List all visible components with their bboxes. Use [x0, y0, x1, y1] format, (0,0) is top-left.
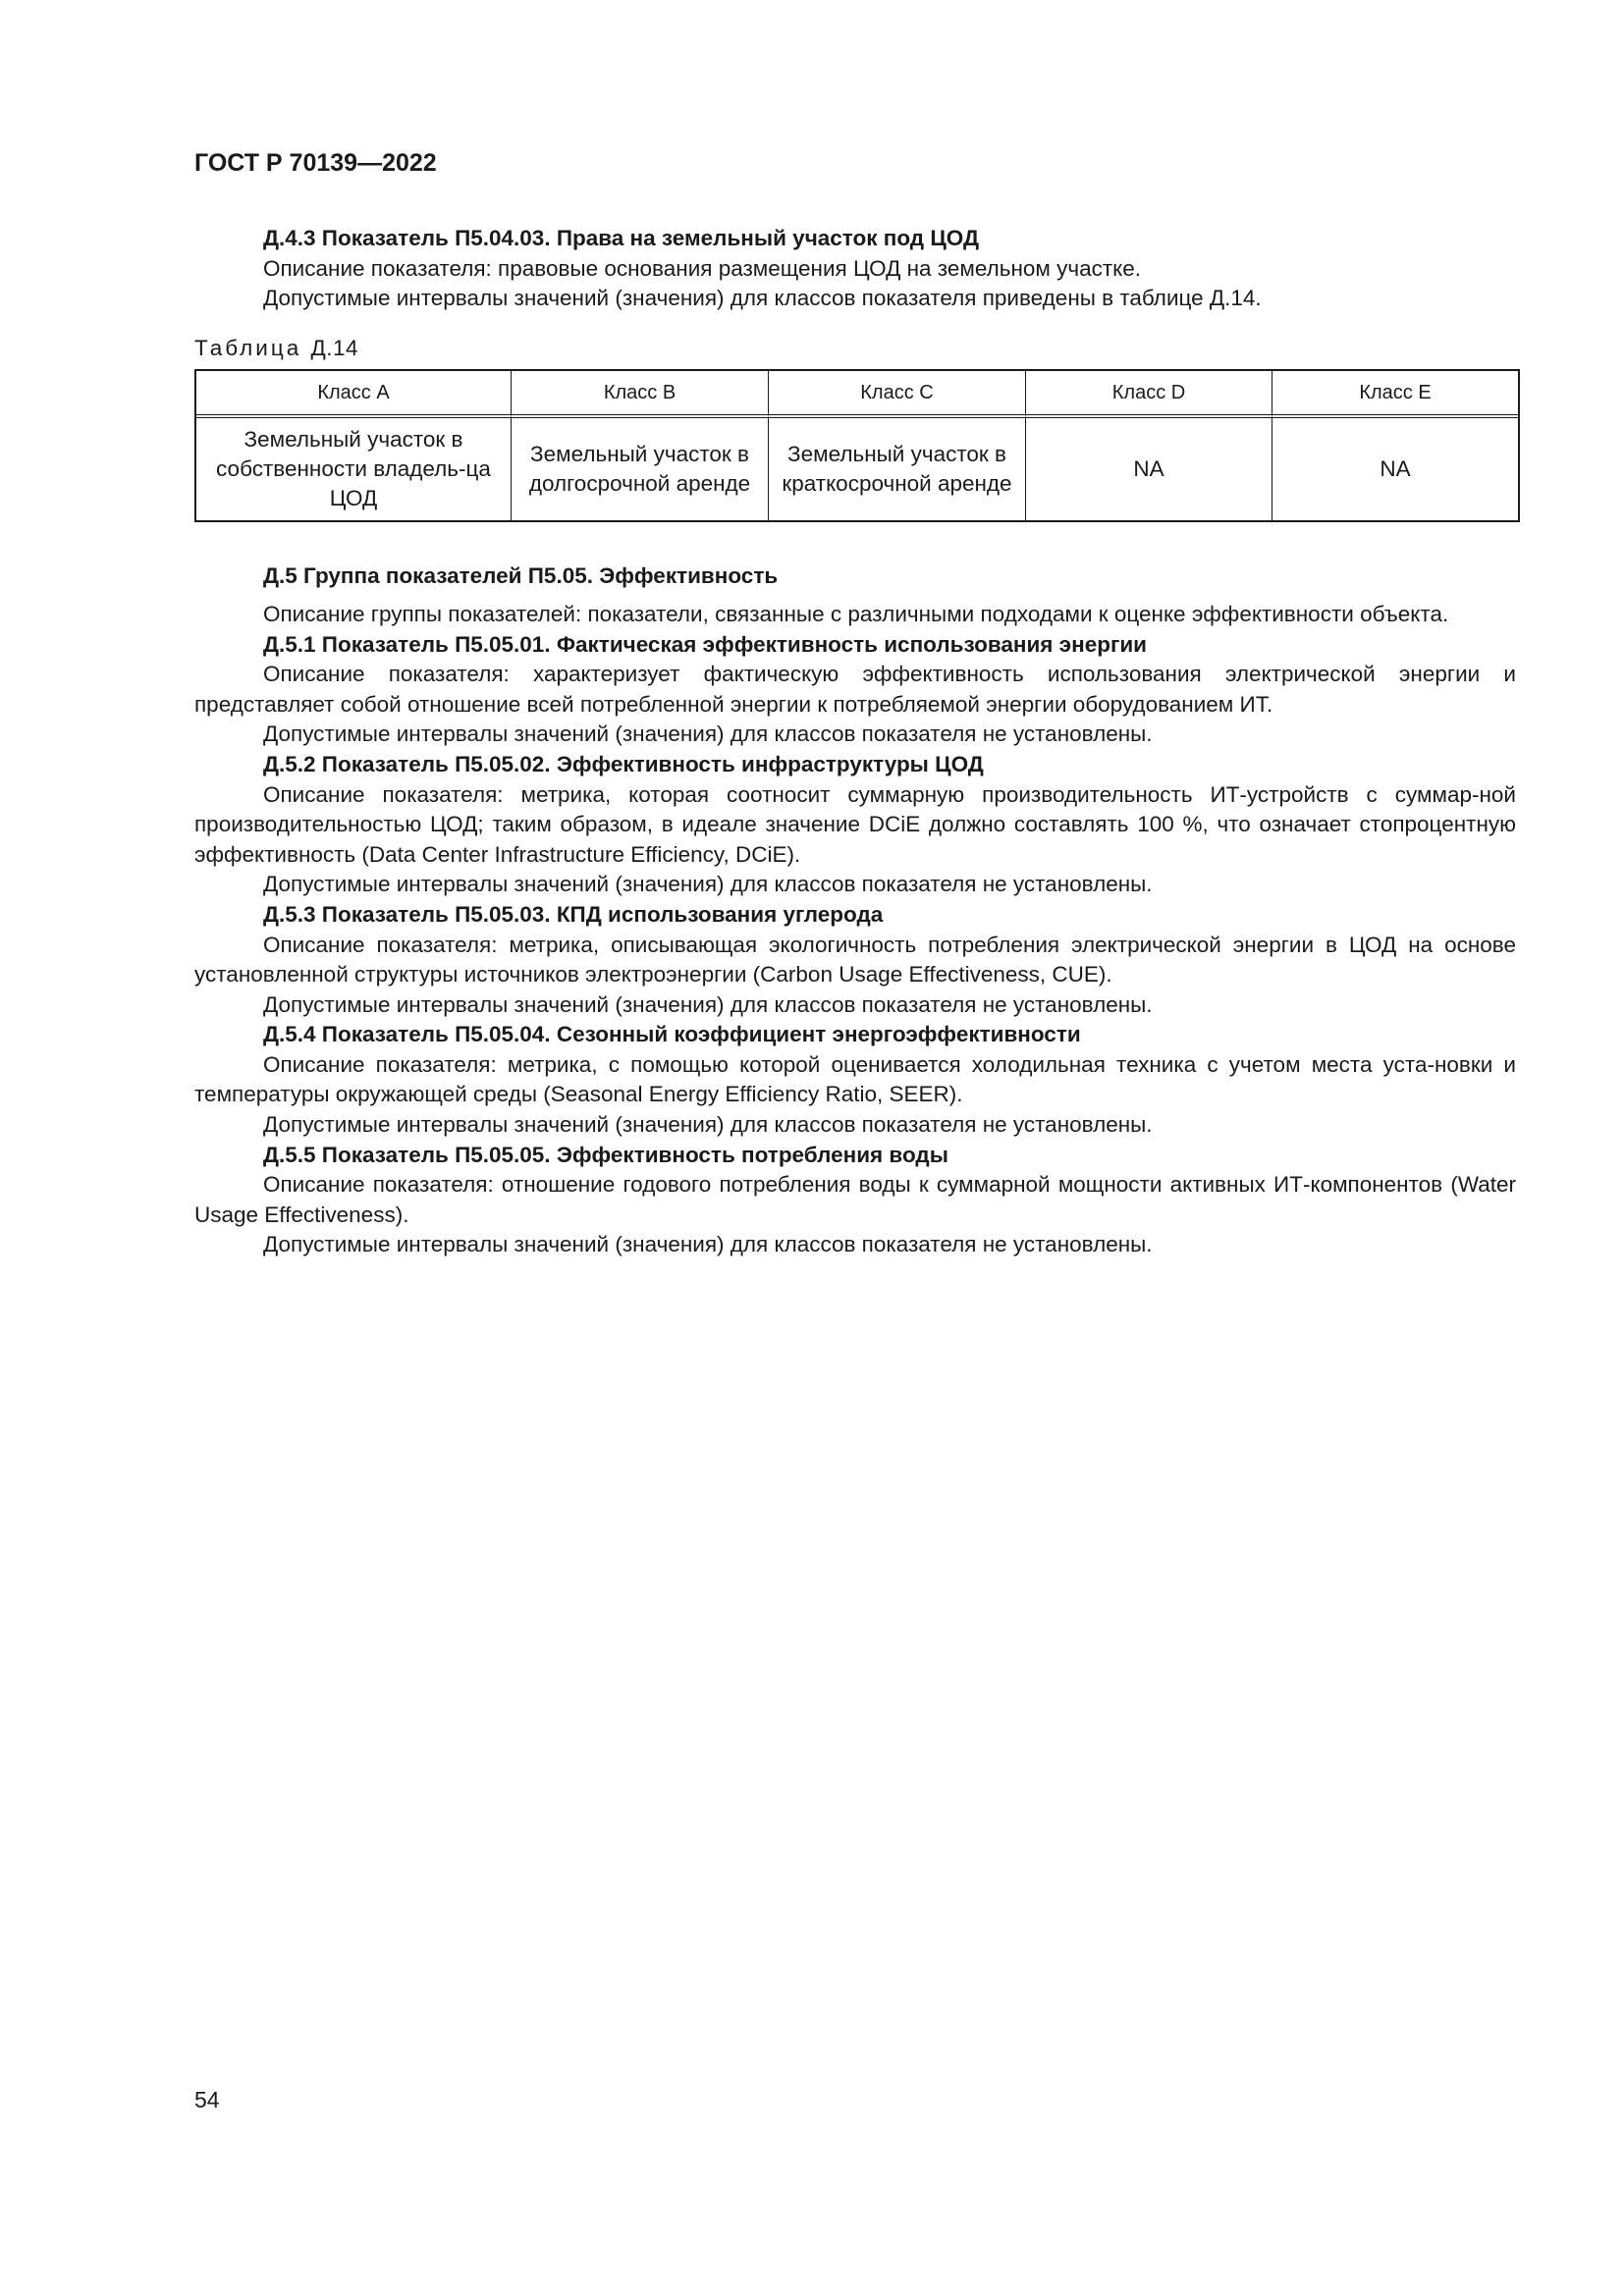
section-description-d55: Описание показателя: отношение годового потребления воды к суммарной мощности активных ИТ-компонентов (Water Usage Effectiveness). — [194, 1172, 1516, 1227]
section-ranges-d53: Допустимые интервалы значений (значения) для классов показателя не установлены. — [263, 991, 1153, 1017]
table-header-cell: Класс D — [1026, 371, 1272, 418]
table-caption-label: Таблица — [194, 335, 302, 360]
table-header-cell: Класс E — [1272, 371, 1518, 418]
table-cell: NA — [1380, 456, 1411, 482]
section-description-d54: Описание показателя: метрика, с помощью которой оценивается холодильная техника с учетом места уста-новки и температуры окружающей среды (Seasonal Energy Efficiency Ratio, SEER). — [194, 1051, 1516, 1107]
section-ranges-d43: Допустимые интервалы значений (значения) для классов показателя приведены в таблице Д.14. — [263, 286, 1262, 311]
table-cell: Земельный участок в собственности владель-ца ЦОД — [196, 418, 512, 520]
section-heading-d53: Д.5.3 Показатель П5.05.03. КПД использования углерода — [263, 901, 884, 927]
document-body — [194, 224, 1516, 1260]
section-description-d43: Описание показателя: правовые основания размещения ЦОД на земельном участке. — [263, 255, 1142, 281]
table-header-cell: Класс C — [769, 371, 1026, 418]
table-header-row — [196, 371, 1518, 418]
section-heading-d51: Д.5.1 Показатель П5.05.01. Фактическая эффективность использования энергии — [263, 631, 1147, 657]
table-cell: Земельный участок в долгосрочной аренде — [512, 418, 769, 520]
table-header-cell: Класс B — [512, 371, 769, 418]
table-cell: NA — [1026, 418, 1272, 520]
section-heading-d5: Д.5 Группа показателей П5.05. Эффективность — [263, 563, 779, 589]
page-header-doc-id: ГОСТ Р 70139—2022 — [194, 149, 437, 177]
section-ranges-d54: Допустимые интервалы значений (значения) для классов показателя не установлены. — [263, 1112, 1153, 1138]
section-heading-d54: Д.5.4 Показатель П5.05.04. Сезонный коэффициент энергоэффективности — [263, 1022, 1081, 1047]
table-row — [196, 418, 1518, 520]
section-description-d51: Описание показателя: характеризует фактическую эффективность использования электрической энергии и представляет собой отношение всей потребленной энергии к потребляемой энергии оборудованием ИТ. — [194, 662, 1516, 717]
table-header-cell: Класс A — [196, 371, 512, 418]
section-ranges-d51: Допустимые интервалы значений (значения) для классов показателя не установлены. — [263, 721, 1153, 747]
section-heading-d52: Д.5.2 Показатель П5.05.02. Эффективность инфраструктуры ЦОД — [263, 751, 984, 776]
section-ranges-d52: Допустимые интервалы значений (значения) для классов показателя не установлены. — [263, 872, 1153, 897]
section-heading-d55: Д.5.5 Показатель П5.05.05. Эффективность потребления воды — [263, 1142, 948, 1167]
section-ranges-d55: Допустимые интервалы значений (значения) для классов показателя не установлены. — [263, 1232, 1153, 1257]
page-number: 54 — [194, 2087, 220, 2112]
section-description-d53: Описание показателя: метрика, описывающая экологичность потребления электрической энергии в ЦОД на основе установленной структуры источников электроэнергии (Carbon Usage Effectiveness, CUE). — [194, 932, 1516, 988]
table-cell: Земельный участок в краткосрочной аренде — [769, 418, 1026, 520]
section-heading-d43: Д.4.3 Показатель П5.04.03. Права на земельный участок под ЦОД — [263, 226, 980, 250]
table-caption — [194, 334, 1516, 364]
section-description-d52: Описание показателя: метрика, которая соотносит суммарную производительность ИТ-устройств с суммар-ной производительностью ЦОД; таким образом, в идеале значение DCiE должно составлять 100 %, что означает стопроцентную эффективность (Data Center Infrastructure Efficiency, DCiE). — [194, 781, 1516, 867]
table-caption-number: Д.14 — [310, 335, 359, 360]
class-table — [194, 369, 1520, 522]
section-description-d5: Описание группы показателей: показатели, связанные с различными подходами к оценке эффективности объекта. — [263, 601, 1449, 626]
